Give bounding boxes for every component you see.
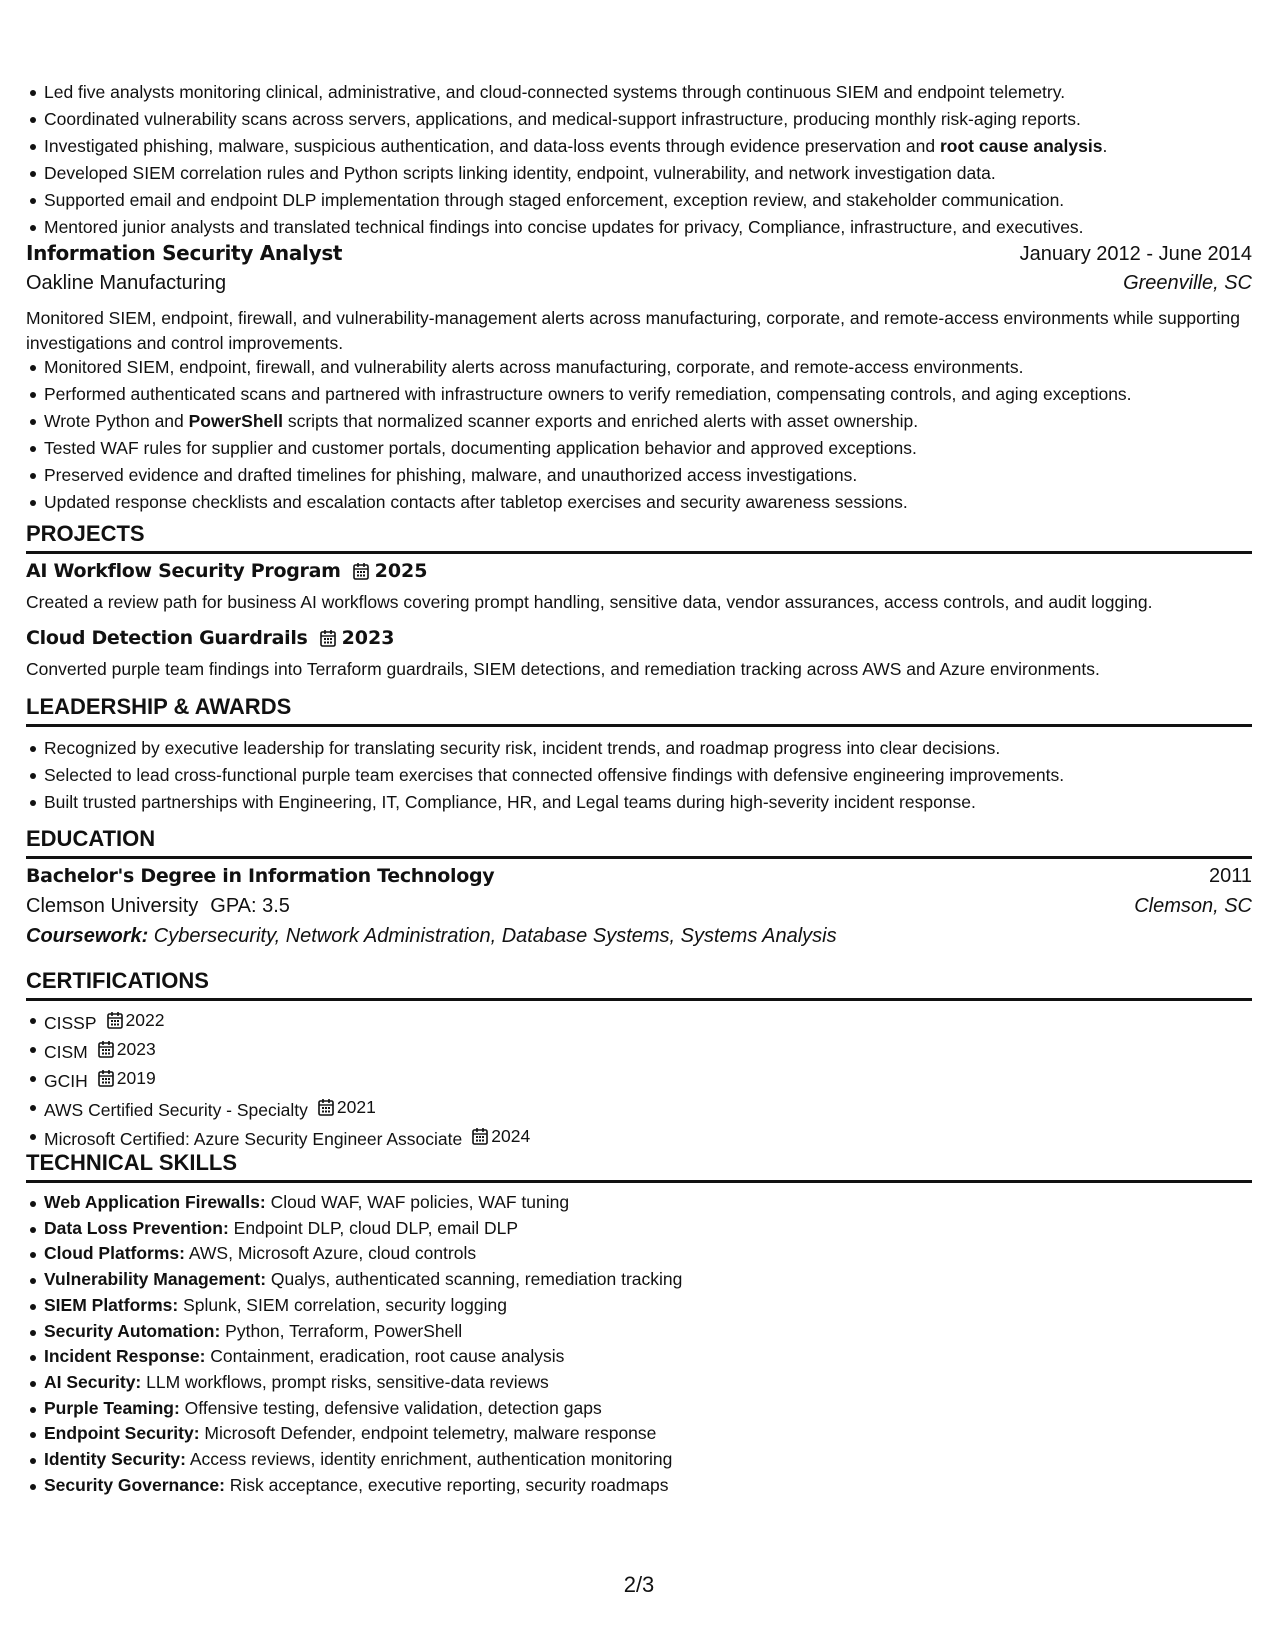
skill-values: Microsoft Defender, endpoint telemetry, malware response [199,1423,657,1444]
bullet-text: Mentored junior analysts and translated technical findings into concise updates for privacy, Compliance, infrastructure, and executives. [44,217,1084,237]
degree-title: Bachelor's Degree in Information Technology [26,865,495,887]
certification-item [26,1065,1252,1094]
bullet-text: Wrote Python and [44,411,189,431]
certification-name: CISM [44,1042,88,1062]
bullet-text: Updated response checklists and escalation contacts after tabletop exercises and security awareness sessions. [44,492,908,512]
list-item [26,435,1252,462]
calendar-icon [98,1040,114,1058]
list-item [26,489,1252,516]
list-item [26,735,1252,762]
bullet-text: Built trusted partnerships with Engineering, IT, Compliance, HR, and Legal teams during high-severity incident response. [44,792,976,812]
skill-item [26,1216,1252,1242]
skill-category: Incident Response: [44,1346,206,1367]
job-dates: January 2012 - June 2014 [1019,243,1252,265]
bullet-text: scripts that normalized scanner exports and enriched alerts with asset ownership. [282,411,919,431]
skill-category: Vulnerability Management: [44,1269,267,1290]
calendar-icon [318,1098,334,1116]
skill-item [26,1267,1252,1293]
bullet-text: Preserved evidence and drafted timelines for phishing, malware, and unauthorized access investigations. [44,465,858,485]
gpa: GPA: 3.5 [210,895,290,917]
list-item [26,462,1252,489]
certification-year [107,1007,165,1033]
bullet-text: Coordinated vulnerability scans across servers, applications, and medical-support infrastructure, producing monthly risk-aging reports. [44,109,1081,129]
bullet-text: Investigated phishing, malware, suspicious authentication, and data-loss events through evidence preservation and [44,136,940,156]
resume-page [26,0,1252,1650]
certification-name: AWS Certified Security - Specialty [44,1100,308,1120]
certification-year-text: 2022 [125,1010,165,1030]
calendar-icon [320,629,336,647]
list-item [26,79,1252,106]
education-location: Clemson, SC [1134,895,1252,917]
certification-year-text: 2023 [116,1039,156,1059]
certification-year [98,1065,156,1091]
bullet-text: . [1102,136,1108,156]
skill-values: AWS, Microsoft Azure, cloud controls [184,1243,477,1264]
section-heading-education: EDUCATION [26,825,1252,859]
list-item [26,762,1252,789]
calendar-icon [107,1011,123,1029]
list-item [26,187,1252,214]
coursework-label: Coursework: [26,925,149,947]
skill-category: Cloud Platforms: [44,1243,185,1264]
skill-item [26,1241,1252,1267]
project-header [26,560,427,582]
page-number: 2/3 [623,1572,655,1597]
skill-values: Cloud WAF, WAF policies, WAF tuning [265,1192,570,1212]
skill-category: Identity Security: [44,1449,186,1470]
list-item [26,160,1252,187]
project-description: Converted purple team findings into Terraform guardrails, SIEM detections, and remediation tracking across AWS and Azure environments. [26,659,1100,679]
bullet-text-bold: PowerShell [188,411,283,431]
project-year-text: 2025 [374,560,428,582]
certification-list [26,1007,1252,1152]
section-heading-certifications: CERTIFICATIONS [26,967,1252,1001]
skill-item [26,1370,1252,1396]
skill-item [26,1293,1252,1319]
skill-values: Risk acceptance, executive reporting, security roadmaps [224,1474,669,1495]
skill-item [26,1473,1252,1499]
job-header [26,241,1252,266]
bullet-text: Developed SIEM correlation rules and Python scripts linking identity, endpoint, vulnerability, and network investigation data. [44,163,996,183]
certification-year-text: 2024 [491,1126,531,1146]
bullet-text: Tested WAF rules for supplier and customer portals, documenting application behavior and approved exceptions. [44,438,917,458]
skill-category: Endpoint Security: [44,1423,200,1444]
bullet-text: Performed authenticated scans and partnered with infrastructure owners to verify remediation, compensating controls, and aging exceptions. [44,384,1132,404]
school-info [26,895,290,918]
calendar-icon [353,562,369,580]
skill-category: Data Loss Prevention: [44,1217,229,1238]
skill-item [26,1421,1252,1447]
certification-item [26,1123,1252,1152]
project-description: Created a review path for business AI workflows covering prompt handling, sensitive data, vendor assurances, access controls, and audit logging. [26,592,1153,612]
list-item [26,408,1252,435]
education-degree-row [26,865,1252,888]
bullet-text: Led five analysts monitoring clinical, administrative, and cloud-connected systems through continuous SIEM and endpoint telemetry. [44,82,1066,102]
skill-values: Splunk, SIEM correlation, security logging [178,1294,507,1315]
skill-values: LLM workflows, prompt risks, sensitive-data reviews [141,1371,549,1392]
certification-year [318,1094,376,1120]
bullet-text: Recognized by executive leadership for translating security risk, incident trends, and roadmap progress into clear decisions. [44,738,1001,758]
job-company: Oakline Manufacturing [26,272,227,294]
coursework [26,925,837,948]
coursework-list: Cybersecurity, Network Administration, Database Systems, Systems Analysis [148,925,837,947]
skill-category: AI Security: [44,1371,142,1392]
section-heading-technical-skills: TECHNICAL SKILLS [26,1149,1252,1183]
certification-year [98,1036,156,1062]
job-company-row [26,272,1252,295]
calendar-icon [98,1069,114,1087]
skill-category: Web Application Firewalls: [44,1192,266,1212]
list-item [26,381,1252,408]
skill-category: Purple Teaming: [44,1397,180,1418]
skill-values: Qualys, authenticated scanning, remediation tracking [266,1269,683,1290]
education-school-row [26,895,1252,918]
skill-category: Security Governance: [44,1474,225,1495]
education-year: 2011 [1208,865,1252,887]
bullet-text-bold: root cause analysis [939,136,1103,156]
project-header [26,627,394,649]
certification-year [472,1123,530,1149]
list-item [26,214,1252,241]
certification-name: Microsoft Certified: Azure Security Engineer Associate [44,1129,463,1149]
list-item [26,133,1252,160]
project-year-text: 2023 [341,627,395,649]
certification-item [26,1094,1252,1123]
list-item [26,354,1252,381]
school-name: Clemson University [26,895,199,917]
certification-item [26,1007,1252,1036]
skill-category: SIEM Platforms: [44,1294,179,1315]
section-heading-leadership: LEADERSHIP & AWARDS [26,693,1252,727]
job-bullet-list [26,354,1252,516]
skill-item [26,1447,1252,1473]
project-title: Cloud Detection Guardrails [26,627,308,649]
list-item [26,106,1252,133]
skill-values: Endpoint DLP, cloud DLP, email DLP [228,1217,519,1238]
certification-name: GCIH [44,1071,88,1091]
skill-category: Security Automation: [44,1320,221,1341]
job-location: Greenville, SC [1123,272,1252,294]
job-summary: Monitored SIEM, endpoint, firewall, and vulnerability-management alerts across manufacturing, corporate, and remote-access environments while supporting investigations and control improvements. [26,308,1240,353]
list-item [26,789,1252,816]
project-year [353,560,428,582]
section-heading-projects: PROJECTS [26,520,1252,554]
certification-name: CISSP [44,1013,97,1033]
skill-item [26,1344,1252,1370]
skills-list [26,1190,1252,1498]
project-title: AI Workflow Security Program [26,560,341,582]
calendar-icon [472,1127,488,1145]
bullet-text: Supported email and endpoint DLP implementation through staged enforcement, exception review, and stakeholder communication. [44,190,1065,210]
leadership-bullet-list [26,735,1252,816]
skill-item [26,1396,1252,1422]
skill-values: Python, Terraform, PowerShell [220,1320,463,1341]
certification-year-text: 2021 [336,1097,376,1117]
skill-item [26,1190,1252,1216]
certification-item [26,1036,1252,1065]
skill-values: Containment, eradication, root cause analysis [205,1346,565,1367]
job-title: Information Security Analyst [26,241,343,265]
bullet-text: Monitored SIEM, endpoint, firewall, and vulnerability alerts across manufacturing, corporate, and remote-access environments. [44,357,1024,377]
skill-values: Access reviews, identity enrichment, authentication monitoring [185,1449,673,1470]
previous-job-bullet-list [26,79,1252,241]
skill-item [26,1319,1252,1345]
skill-values: Offensive testing, defensive validation, detection gaps [179,1397,602,1418]
certification-year-text: 2019 [116,1068,156,1088]
bullet-text: Selected to lead cross-functional purple team exercises that connected offensive findings with defensive engineering improvements. [44,765,1065,785]
project-year [320,627,395,649]
